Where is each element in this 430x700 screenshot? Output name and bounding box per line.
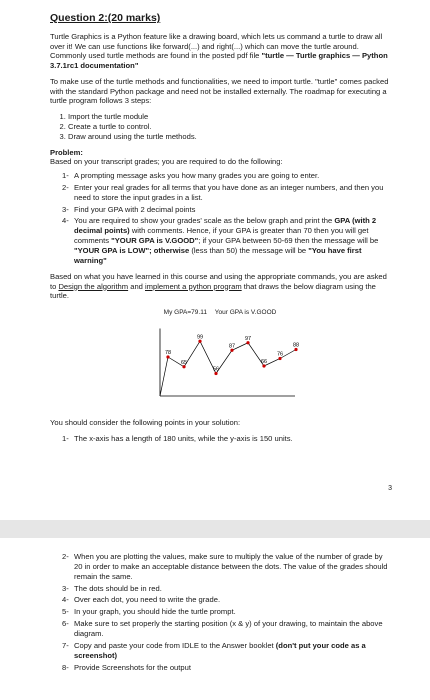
point-text: The x-axis has a length of 180 units, while the y-axis is 150 units. [74,433,293,443]
grade-label: 65 [180,359,188,366]
task-text-h: "You have first warning" [74,246,362,265]
grades-graph [50,318,390,408]
grade-label: 78 [164,349,172,356]
page-two [0,538,430,700]
diagram-header [50,309,390,316]
consider-item [62,641,390,661]
gpa-text: My GPA=79.11 [163,308,207,316]
roadmap-steps [50,112,390,142]
point-text: The dots should be in red. [74,583,162,593]
grade-label: 88 [292,342,300,349]
consider-item [62,595,390,605]
point-text: When you are plotting the values, make sure to multiply the value of the number of grade by 20 in order to make an acceptable distance between the dots. The value of the grades should remain the same. [74,552,388,581]
consider-item [62,584,390,594]
point-number: 2- [62,552,69,561]
task-text-b: GPA (with 2 decimal points) [74,216,377,236]
task-item [62,171,390,181]
learned-text-c: that draws the below diagram using the turtle. [50,281,376,301]
task-text-a: You are required to show your grades' scale as the below graph and print the [74,216,335,226]
task-text: A prompting message asks you how many grades you are going to enter. [74,171,320,181]
consider-item [62,552,390,582]
point-number: 7- [62,640,69,650]
point-number: 3- [62,583,69,593]
consider-list [50,434,390,444]
point-number: 1- [62,433,69,443]
consider-item [62,607,390,617]
point-text-b: (don't put your code as a screenshot) [74,640,366,660]
turtle-diagram [50,309,390,408]
task-number: 3- [62,204,69,214]
point-text-a: Copy and paste your code from IDLE to the Answer booklet [74,640,276,650]
implement-program-link: implement a python program [145,281,242,291]
task-text: Enter your real grades for all terms that you have done as an integer numbers, and then you need to store the input grades in a list. [74,182,384,202]
problem-block [50,148,390,167]
problem-intro: Based on your transcript grades; you are required to do the following: [50,157,283,167]
point-text: Make sure to set properly the starting position (x & y) of your drawing, to maintain the above diagram. [74,619,383,639]
learned-paragraph [50,272,390,301]
task-text-e: ; if your GPA between 50-69 then the message will be [198,236,379,246]
point-number: 8- [62,662,69,672]
page-number: 3 [388,485,392,492]
design-algorithm-link: Design the algorithm [58,281,129,291]
task-number: 2- [62,182,69,192]
grade-line [160,341,296,396]
task-number: 4- [62,216,69,226]
point-text: In your graph, you should hide the turtle prompt. [74,607,236,617]
learned-text-a: Based on what you have learned in this course and using the appropriate commands, you are asked to [50,271,387,291]
task-item [62,205,390,215]
question-title: Question 2:(20 marks) [50,12,161,24]
roadmap-step: 2. Create a turtle to control. [68,122,390,132]
consider-item [62,619,390,639]
point-number: 6- [62,619,69,629]
learned-text-b: and [128,281,145,291]
comment-text: Your GPA is V.GOOD [214,308,277,316]
task-item [62,183,390,203]
grade-label: 56 [212,366,220,373]
grade-label: 87 [228,343,236,350]
point-text: Provide Screenshots for the output [74,662,191,672]
grade-label: 99 [196,334,204,341]
intro-paragraph [50,32,390,71]
grade-label: 97 [244,335,252,342]
consider-list-continued [50,552,390,672]
task-text: Find your GPA with 2 decimal points [74,204,196,214]
task-text-g: (less than 50) the message will be [189,246,309,256]
consider-paragraph: You should consider the following points in your solution: [50,417,241,427]
task-list [62,171,390,266]
grade-label: 76 [276,351,284,358]
point-number: 5- [62,607,69,617]
intro-doc-title: "turtle — Turtle graphics — Python 3.7.1rc1 documentation" [50,51,388,71]
consider-item [62,434,390,444]
task-number: 1- [62,171,69,181]
roadmap-step: 1. Import the turtle module [68,112,390,122]
consider-item [62,663,390,673]
task-text-c: with comments. Hence, if your GPA is greater than 70 then you will get comments [74,226,369,246]
problem-label: Problem: [50,147,83,157]
point-text: Over each dot, you need to write the grade. [74,595,221,605]
intro-text: Turtle Graphics is a Python feature like a drawing board, which lets us command a turtle to draw all over it! We can use functions like forward(...) and right(...) which can move the turtle around. Commonly used turtle methods are found in the posted pdf file [50,32,383,61]
task-item [62,216,390,265]
import-paragraph: To make use of the turtle methods and functionalities, we need to import turtle. "turtle" comes packed with the standard Python package and need not be installed externally. The roadmap for executing a turtle program follows 3 steps: [50,76,389,106]
task-text-f: "YOUR GPA is LOW"; otherwise [74,246,190,256]
task-text-d: "YOUR GPA is V.GOOD" [111,236,199,246]
grade-label: 66 [260,358,268,365]
point-number: 4- [62,595,69,605]
roadmap-step: 3. Draw around using the turtle methods. [68,132,390,142]
